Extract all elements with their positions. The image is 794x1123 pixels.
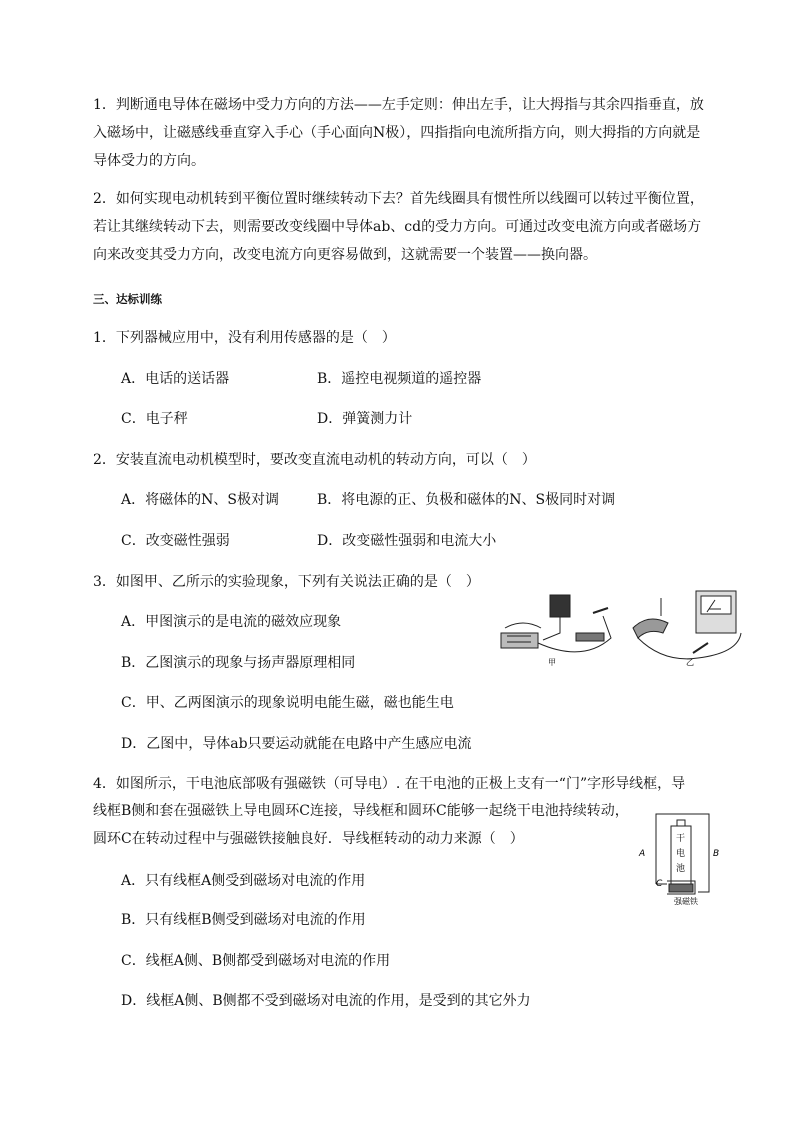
figure-label-yi: 乙 xyxy=(686,658,694,667)
q4-option-c: C．线框A侧、B侧都受到磁场对电流的作用 xyxy=(121,953,391,969)
q4-option-b: B．只有线框B侧受到磁场对电流的作用 xyxy=(121,912,366,928)
q3-option-a: A．甲图演示的是电流的磁效应现象 xyxy=(121,614,342,630)
q3-option-d: D．乙图中，导体ab只要运动就能在电路中产生感应电流 xyxy=(121,736,472,752)
q4-stem-line-1: 4．如图所示，干电池底部吸有强磁铁（可导电）. 在干电池的正极上支有一“门”字形导线框，导 xyxy=(93,776,686,792)
intro-paragraph-2: 2．如何实现电动机转到平衡位置时继续转动下去？首先线圈具有惯性所以线圈可以转过平衡位置，若让其继续转动下去，则需要改变线圈中导体ab、cd的受力方向。可通过改变电流方向或者磁场方向来改变其受力方向，改变电流方向更容易做到，这就需要一个装置——换向器。 xyxy=(93,191,704,263)
q4-option-a: A．只有线框A侧受到磁场对电流的作用 xyxy=(121,873,366,889)
intro-paragraph-1: 1．判断通电导体在磁场中受力方向的方法——左手定则：伸出左手，让大拇指与其余四指垂直，放入磁场中，让磁感线垂直穿入手心（手心面向N极），四指指向电流所指方向，则大拇指的方向就是导体受力的方向。 xyxy=(93,97,704,169)
q4-stem-line-3: 圆环C在转动过程中与强磁铁接触良好．导线框转动的动力来源（ ） xyxy=(93,831,524,847)
q4-figure xyxy=(636,808,736,908)
section-title: 三、达标训练 xyxy=(93,292,162,306)
q3-figure xyxy=(493,588,748,668)
battery-terminal xyxy=(677,820,685,826)
q2-option-b: B．将电源的正、负极和磁体的N、S极同时对调 xyxy=(317,492,616,508)
q1-option-c: C．电子秤 xyxy=(121,411,188,427)
figure-label-jia: 甲 xyxy=(548,658,556,667)
q3-option-c: C．甲、乙两图演示的现象说明电能生磁，磁也能生电 xyxy=(121,695,454,711)
label-a: A xyxy=(639,849,646,859)
q3-option-b: B．乙图演示的现象与扬声器原理相同 xyxy=(121,655,356,671)
q1-stem: 1．下列器械应用中，没有利用传感器的是（ ） xyxy=(93,330,396,346)
q3-stem: 3．如图甲、乙所示的实验现象，下列有关说法正确的是（ ） xyxy=(93,574,480,590)
label-b: B xyxy=(713,849,720,859)
battery-char-3: 池 xyxy=(676,864,686,874)
magnet-block xyxy=(669,884,693,892)
figure-yi-apparatus xyxy=(633,591,741,659)
q2-option-a: A．将磁体的N、S极对调 xyxy=(121,492,279,508)
q2-option-d: D．改变磁性强弱和电流大小 xyxy=(317,533,497,549)
battery-char-1: 干 xyxy=(676,834,686,844)
label-c: C xyxy=(656,879,663,889)
q1-option-b: B．遥控电视频道的遥控器 xyxy=(317,371,482,387)
q2-stem: 2．安装直流电动机模型时，要改变直流电动机的转动方向，可以（ ） xyxy=(93,452,536,468)
q1-option-a: A．电话的送话器 xyxy=(121,371,230,387)
q2-option-c: C．改变磁性强弱 xyxy=(121,533,230,549)
figure-jia-apparatus xyxy=(501,595,611,652)
magnet-label: 强磁铁 xyxy=(674,897,698,906)
q4-stem-line-2: 线框B侧和套在强磁铁上导电圆环C连接，导线框和圆环C能够一起绕干电池持续转动， xyxy=(93,803,629,819)
q4-option-d: D．线框A侧、B侧都不受到磁场对电流的作用，是受到的其它外力 xyxy=(121,993,531,1009)
q1-option-d: D．弹簧测力计 xyxy=(317,411,413,427)
battery-char-2: 电 xyxy=(676,849,686,859)
